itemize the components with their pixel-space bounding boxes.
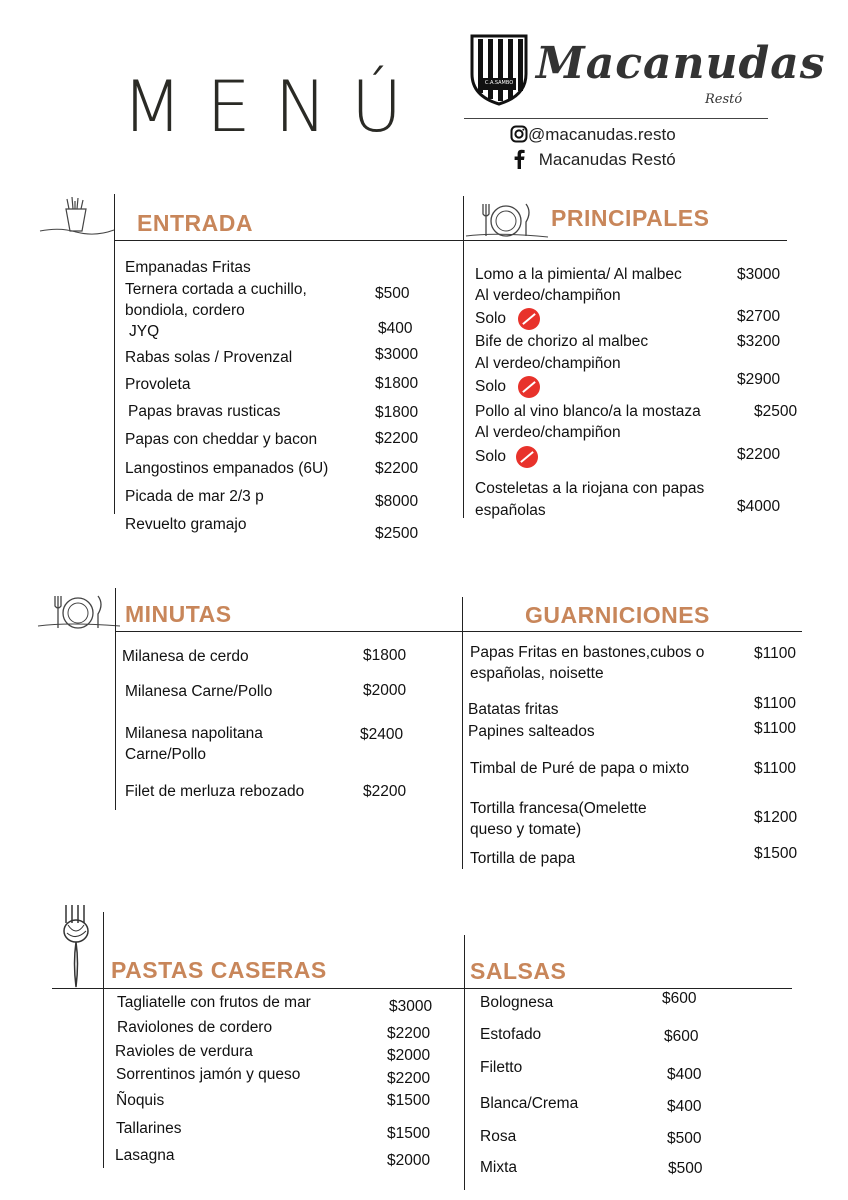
menu-price: $3200: [737, 333, 781, 350]
menu-price: $2200: [363, 783, 407, 800]
menu-price: $500: [375, 285, 410, 302]
menu-item: Empanadas Fritas: [125, 259, 251, 276]
menu-price: $2500: [375, 525, 419, 542]
principales-vline: [463, 196, 464, 518]
menu-item: Lomo a la pimienta/ Al malbec: [475, 266, 682, 283]
menu-item: Raviolones de cordero: [117, 1019, 273, 1036]
fork-pasta-icon: [62, 903, 94, 989]
menu-item: queso y tomate): [470, 821, 582, 838]
instagram-handle: @macanudas.resto: [528, 125, 676, 144]
facebook-row[interactable]: [512, 149, 676, 170]
menu-item: Pollo al vino blanco/a la mostaza: [475, 403, 701, 420]
logo-text: C.A.SAMBO: [484, 80, 514, 86]
brand-subtitle: Restó: [705, 92, 743, 107]
menu-price: $1800: [363, 647, 407, 664]
menu-price: $2200: [375, 430, 419, 447]
section-title-principales: PRINCIPALES: [551, 205, 710, 231]
menu-price: $2200: [737, 446, 781, 463]
menu-item: Bife de chorizo al malbec: [475, 333, 649, 350]
brand-name: Macanudas: [536, 38, 826, 89]
menu-price: $1800: [375, 404, 419, 421]
menu-item: Mixta: [480, 1159, 518, 1176]
menu-price: $1500: [387, 1092, 431, 1109]
menu-item: Milanesa de cerdo: [122, 648, 249, 665]
menu-item: Filetto: [480, 1059, 523, 1076]
menu-item: [475, 308, 540, 330]
menu-item: Carne/Pollo: [125, 746, 206, 763]
minutas-hline: [115, 631, 463, 632]
menu-item: Tortilla de papa: [470, 850, 576, 867]
menu-item: [475, 446, 538, 468]
menu-item: Rabas solas / Provenzal: [125, 349, 293, 366]
menu-price: $1100: [754, 760, 796, 777]
menu-price: $2400: [360, 726, 404, 743]
menu-item: Costeletas a la riojana con papas: [475, 480, 705, 497]
menu-item: Al verdeo/champiñon: [475, 355, 621, 372]
menu-price: $600: [662, 990, 697, 1007]
menu-price: $2200: [375, 460, 419, 477]
menu-price: $400: [667, 1066, 702, 1083]
menu-item: Ternera cortada a cuchillo,: [125, 281, 307, 298]
section-title-entrada: ENTRADA: [137, 210, 253, 236]
menu-item: españolas, noisette: [470, 665, 604, 682]
no-fries-icon: [516, 446, 538, 468]
entrada-vline: [114, 194, 115, 514]
menu-item: Papas Fritas en bastones,cubos o: [470, 644, 705, 661]
menu-item: Langostinos empanados (6U): [125, 460, 329, 477]
menu-item: [475, 376, 540, 398]
principales-hline: [463, 240, 787, 241]
menu-item: Papas con cheddar y bacon: [125, 431, 318, 448]
plate-cutlery-icon: [38, 592, 120, 632]
menu-item: Tallarines: [116, 1120, 182, 1137]
menu-price: $1100: [754, 695, 796, 712]
menu-price: $3000: [737, 266, 781, 283]
facebook-name: Macanudas Restó: [538, 150, 676, 169]
brand-logo: [470, 34, 528, 106]
pastas-vline: [103, 912, 104, 1168]
menu-price: $600: [664, 1028, 699, 1045]
menu-item: Al verdeo/champiñon: [475, 287, 621, 304]
menu-price: $3000: [375, 346, 419, 363]
menu-price: $400: [378, 320, 413, 337]
menu-item: bondiola, cordero: [125, 302, 245, 319]
salsas-vline: [464, 935, 465, 1190]
instagram-icon: [510, 125, 528, 143]
menu-item-label: Solo: [475, 378, 507, 396]
menu-price: $2500: [754, 403, 798, 420]
menu-price: $500: [668, 1160, 703, 1177]
shield-logo-icon: [470, 34, 528, 106]
menu-price: $1500: [754, 845, 798, 862]
menu-item: Estofado: [480, 1026, 542, 1043]
section-title-salsas: SALSAS: [470, 958, 567, 984]
menu-price: $1800: [375, 375, 419, 392]
no-fries-icon: [518, 376, 540, 398]
menu-item: españolas: [475, 502, 546, 519]
menu-price: $1500: [387, 1125, 431, 1142]
facebook-icon: [512, 149, 526, 169]
menu-price: $1200: [754, 809, 798, 826]
menu-item: Blanca/Crema: [480, 1095, 579, 1112]
menu-item: Sorrentinos jamón y queso: [116, 1066, 301, 1083]
menu-price: $2200: [387, 1025, 431, 1042]
menu-item: Milanesa napolitana: [125, 725, 263, 742]
menu-item: Provoleta: [125, 376, 191, 393]
menu-item: Timbal de Puré de papa o mixto: [470, 760, 690, 777]
menu-price: $500: [667, 1130, 702, 1147]
menu-item-label: Solo: [475, 310, 507, 328]
menu-price: $2000: [363, 682, 407, 699]
minutas-vline: [115, 588, 116, 810]
menu-price: $8000: [375, 493, 419, 510]
section-title-pastas: PASTAS CASERAS: [111, 957, 327, 983]
menu-price: $400: [667, 1098, 702, 1115]
menu-item-label: Solo: [475, 448, 507, 466]
menu-item: Lasagna: [115, 1147, 175, 1164]
menu-price: $1100: [754, 645, 796, 662]
salsas-hline: [464, 988, 792, 989]
page-title: MENÚ: [122, 66, 427, 148]
menu-item: Ñoquis: [116, 1092, 165, 1109]
no-fries-icon: [518, 308, 540, 330]
menu-price: $1100: [754, 720, 796, 737]
brand-divider: [464, 118, 768, 119]
menu-item: Revuelto gramajo: [125, 516, 247, 533]
plate-cutlery-icon: [466, 200, 548, 240]
section-title-guarniciones: GUARNICIONES: [525, 602, 710, 628]
guarniciones-vline: [462, 597, 463, 869]
menu-item: Al verdeo/champiñon: [475, 424, 621, 441]
menu-price: $3000: [389, 998, 433, 1015]
menu-item: Picada de mar 2/3 p: [125, 488, 264, 505]
menu-item: Filet de merluza rebozado: [125, 783, 305, 800]
menu-price: $2000: [387, 1152, 431, 1169]
menu-item: Milanesa Carne/Pollo: [125, 683, 273, 700]
menu-item: Rosa: [480, 1128, 517, 1145]
instagram-row[interactable]: [510, 125, 676, 145]
menu-price: $2000: [387, 1047, 431, 1064]
menu-item: Ravioles de verdura: [115, 1043, 253, 1060]
menu-item: Batatas fritas: [468, 701, 559, 718]
fries-icon: [40, 195, 114, 237]
menu-item: Papas bravas rusticas: [128, 403, 281, 420]
guarniciones-hline: [462, 631, 802, 632]
menu-item: JYQ: [129, 323, 160, 340]
menu-price: $2200: [387, 1070, 431, 1087]
section-title-minutas: MINUTAS: [125, 601, 232, 627]
entrada-hline: [114, 240, 464, 241]
menu-price: $2700: [737, 308, 781, 325]
menu-price: $2900: [737, 371, 781, 388]
menu-item: Tortilla francesa(Omelette: [470, 800, 647, 817]
menu-item: Bolognesa: [480, 994, 554, 1011]
menu-item: Papines salteados: [468, 723, 595, 740]
menu-price: $4000: [737, 498, 781, 515]
menu-item: Tagliatelle con frutos de mar: [117, 994, 311, 1011]
pastas-hline: [52, 988, 464, 989]
